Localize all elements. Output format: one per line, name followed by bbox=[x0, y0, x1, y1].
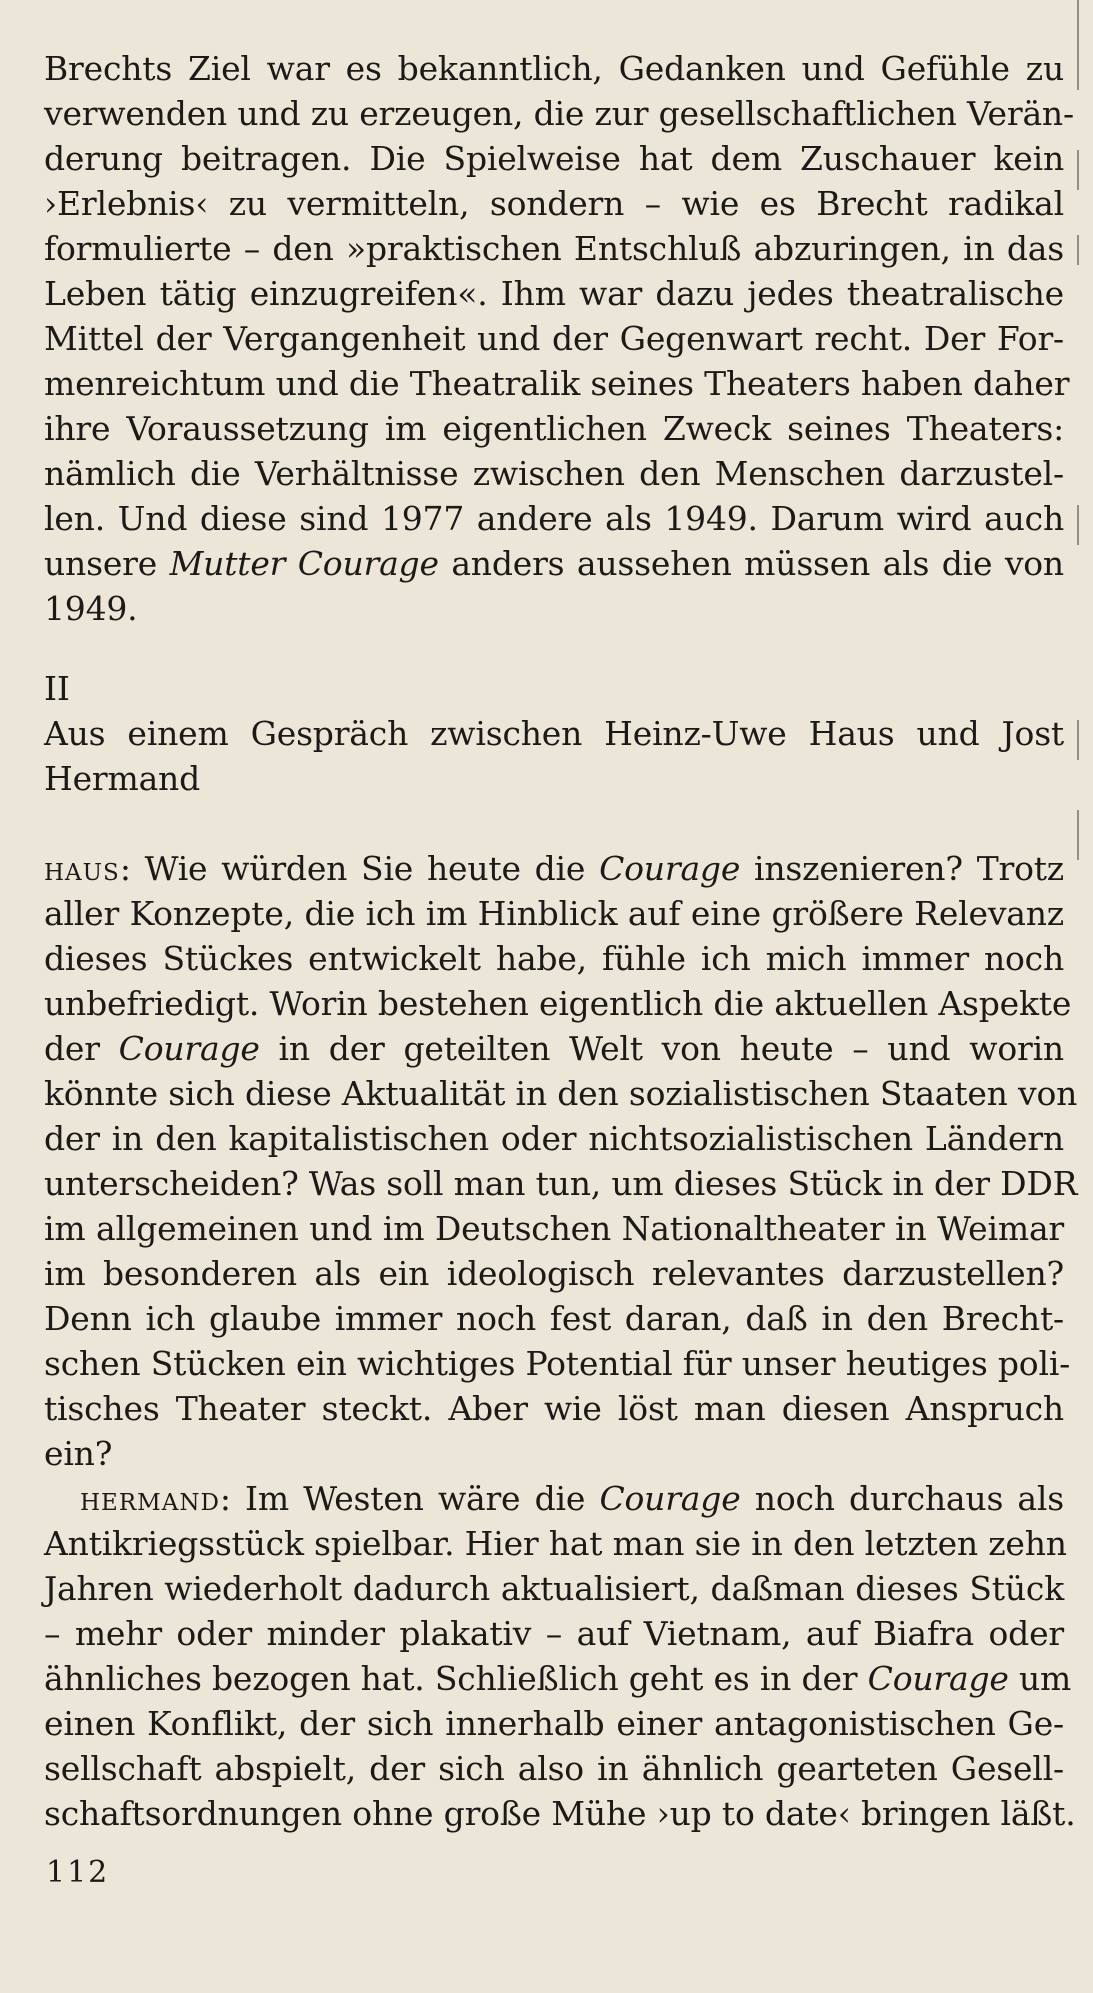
text-line bbox=[44, 1026, 1064, 1071]
text-line: Antikriegsstück spielbar. Hier hat man sie in den letzten zehn bbox=[44, 1524, 1067, 1563]
speaker-label: haus bbox=[44, 849, 120, 888]
text-line: ein? bbox=[44, 1434, 113, 1473]
text-fragment: der bbox=[44, 1029, 119, 1068]
page-edge-mark bbox=[1077, 0, 1079, 90]
text-line: – mehr oder minder plakativ – auf Vietnam, auf Biafra oder bbox=[44, 1614, 1064, 1653]
text-line: 1949. bbox=[44, 589, 138, 628]
page-number: 112 bbox=[46, 1855, 110, 1890]
text-line: Leben tätig einzugreifen«. Ihm war dazu jedes theatralische bbox=[44, 274, 1064, 313]
text-line: schaftsordnungen ohne große Mühe ›up to date‹ bringen läßt. bbox=[44, 1794, 1076, 1833]
text-line: schen Stücken ein wichtiges Potential für unser heutiges poli- bbox=[44, 1344, 1071, 1383]
text-fragment: ähnliches bezogen hat. Schließlich geht es in der bbox=[44, 1659, 868, 1698]
text-line: könnte sich diese Aktualität in den sozialistischen Staaten von bbox=[44, 1074, 1078, 1113]
italic-title: Mutter Courage bbox=[169, 544, 439, 583]
text-line: Mittel der Vergangenheit und der Gegenwart recht. Der For- bbox=[44, 319, 1064, 358]
text-line: len. Und diese sind 1977 andere als 1949. Darum wird auch bbox=[44, 499, 1064, 538]
text-line: tisches Theater steckt. Aber wie löst man diesen Anspruch bbox=[44, 1389, 1064, 1428]
section-title-line: Hermand bbox=[44, 759, 201, 798]
text-line bbox=[44, 1476, 1064, 1521]
text-fragment: um bbox=[1008, 1659, 1072, 1698]
section-number: II bbox=[44, 669, 70, 708]
text-line: im besonderen als ein ideologisch relevantes darzustellen? bbox=[44, 1254, 1064, 1293]
text-line: sellschaft abspielt, der sich also in ähnlich gearteten Gesell- bbox=[44, 1749, 1064, 1788]
italic-title: Courage bbox=[599, 849, 741, 888]
hermand-statement bbox=[44, 1476, 1076, 1836]
text-line: der in den kapitalistischen oder nichtsozialistischen Ländern bbox=[44, 1119, 1064, 1158]
text-fragment: anders aussehen müssen als die von bbox=[438, 544, 1064, 583]
section-one-paragraph bbox=[44, 46, 1074, 631]
haus-statement bbox=[44, 846, 1078, 1476]
text-fragment: in der geteilten Welt von heute – und worin bbox=[259, 1029, 1064, 1068]
text-fragment: inszenieren? Trotz bbox=[740, 849, 1064, 888]
text-line: dieses Stückes entwickelt habe, fühle ich mich immer noch bbox=[44, 939, 1064, 978]
text-line: Brechts Ziel war es bekanntlich, Gedanken und Gefühle zu bbox=[44, 49, 1064, 88]
text-line bbox=[44, 541, 1064, 586]
page-edge-mark bbox=[1077, 720, 1079, 760]
text-line: menreichtum und die Theatralik seines Theaters haben daher bbox=[44, 364, 1070, 403]
text-line: formulierte – den »praktischen Entschluß abzuringen, in das bbox=[44, 229, 1064, 268]
text-line: nämlich die Verhältnisse zwischen den Menschen darzustel- bbox=[44, 454, 1064, 493]
text-line: aller Konzepte, die ich im Hinblick auf eine größere Relevanz bbox=[44, 894, 1064, 933]
text-line: einen Konflikt, der sich innerhalb einer antagonistischen Ge- bbox=[44, 1704, 1064, 1743]
page-edge-mark bbox=[1077, 235, 1079, 265]
page-edge-mark bbox=[1077, 505, 1079, 545]
page-edge-mark bbox=[1077, 810, 1079, 860]
text-fragment: : Wie würden Sie heute die bbox=[119, 849, 600, 888]
text-line: Jahren wiederholt dadurch aktualisiert, daßman dieses Stück bbox=[44, 1569, 1064, 1608]
text-line bbox=[44, 1656, 1072, 1701]
text-fragment: : Im Westen wäre die bbox=[219, 1479, 600, 1518]
text-fragment: noch durchaus als bbox=[740, 1479, 1064, 1518]
text-line: unbefriedigt. Worin bestehen eigentlich die aktuellen Aspekte bbox=[44, 984, 1072, 1023]
text-fragment: unsere bbox=[44, 544, 170, 583]
text-line: ihre Voraussetzung im eigentlichen Zweck seines Theaters: bbox=[44, 409, 1064, 448]
text-line bbox=[44, 846, 1064, 891]
italic-title: Courage bbox=[599, 1479, 741, 1518]
italic-title: Courage bbox=[867, 1659, 1009, 1698]
text-line: derung beitragen. Die Spielweise hat dem Zuschauer kein bbox=[44, 139, 1064, 178]
page-edge-mark bbox=[1077, 150, 1079, 190]
section-two-heading bbox=[44, 666, 1064, 801]
text-line: unterscheiden? Was soll man tun, um dieses Stück in der DDR bbox=[44, 1164, 1078, 1203]
speaker-label: hermand bbox=[80, 1479, 220, 1518]
text-line: Denn ich glaube immer noch fest daran, daß in den Brecht- bbox=[44, 1299, 1064, 1338]
text-line: im allgemeinen und im Deutschen Nationaltheater in Weimar bbox=[44, 1209, 1064, 1248]
text-line: ›Erlebnis‹ zu vermitteln, sondern – wie es Brecht radikal bbox=[44, 184, 1064, 223]
section-title-line: Aus einem Gespräch zwischen Heinz-Uwe Haus und Jost bbox=[44, 714, 1064, 753]
text-line: verwenden und zu erzeugen, die zur gesellschaftlichen Verän- bbox=[44, 94, 1074, 133]
italic-title: Courage bbox=[118, 1029, 260, 1068]
